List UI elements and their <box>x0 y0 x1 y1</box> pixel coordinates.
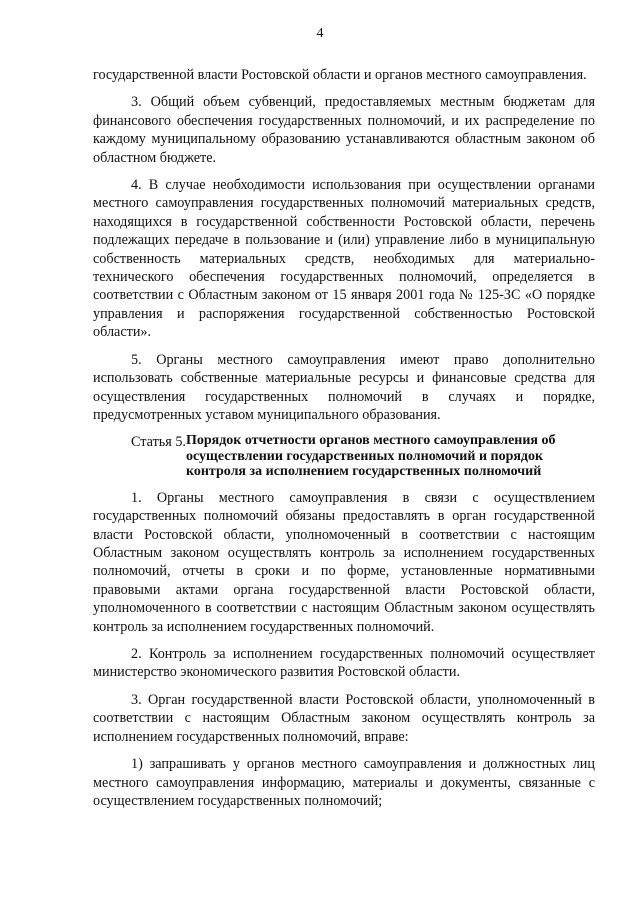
article-title: Порядок отчетности органов местного самоуправления об осуществлении государственных полномочий и порядок контроля за исполнением государственных полномочий <box>185 433 556 480</box>
paragraph-item-4: 4. В случае необходимости использования при осуществлении органами местного самоуправления государственных полномочий материальных средств, находящихся в государственной собственности Ростовской области, перечень подлежащих передаче в пользование и (или) управление либо в муниципальную собственность материальных средств, необходимых для материально-технического обеспечения государственных полномочий, определяется в соответствии с Областным законом от 15 января 2001 года № 125-ЗС «О порядке управления и распоряжения государственной собственностью Ростовской области». <box>93 177 595 341</box>
paragraph-item-3b: 3. Орган государственной власти Ростовской области, уполномоченный в соответствии с настоящим Областным законом осуществлять контроль за исполнением государственных полномочий, вправе: <box>93 691 595 745</box>
page-number: 4 <box>316 26 324 41</box>
paragraph-item-5: 5. Органы местного самоуправления имеют право дополнительно использовать собственные материальные ресурсы и финансовые средства для осуществления государственных полномочий в случаях и порядке, предусмотренных уставом муниципального образования. <box>93 351 595 423</box>
paragraph-subitem-1: 1) запрашивать у органов местного самоуправления и должностных лиц местного самоуправления информацию, материалы и документы, связанные с осуществлением государственных полномочий; <box>93 756 595 809</box>
document-body <box>93 66 595 819</box>
paragraph-item-1: 1. Органы местного самоуправления в связи с осуществлением государственных полномочий обязаны предоставлять в орган государственной власти Ростовской области, уполномоченный в соответствии с настоящим Областным законом осуществлять контроль за исполнением государственных полномочий, отчеты в сроки и по форме, установленные нормативными правовыми актами органа государственной власти Ростовской области, уполномоченного в соответствии с настоящим Областным законом осуществлять контроль за исполнением государственных полномочий. <box>93 489 595 635</box>
article-label: Статья 5. <box>131 434 186 451</box>
paragraph-continuation: государственной власти Ростовской области и органов местного самоуправления. <box>93 67 587 83</box>
article-heading <box>93 433 595 480</box>
paragraph-item-2: 2. Контроль за исполнением государственных полномочий осуществляет министерство экономического развития Ростовской области. <box>93 646 595 681</box>
paragraph-item-3: 3. Общий объем субвенций, предоставляемых местным бюджетам для финансового обеспечения государственных полномочий, и их распределение по каждому муниципальному образованию устанавливаются областным законом об областном бюджете. <box>93 94 595 166</box>
